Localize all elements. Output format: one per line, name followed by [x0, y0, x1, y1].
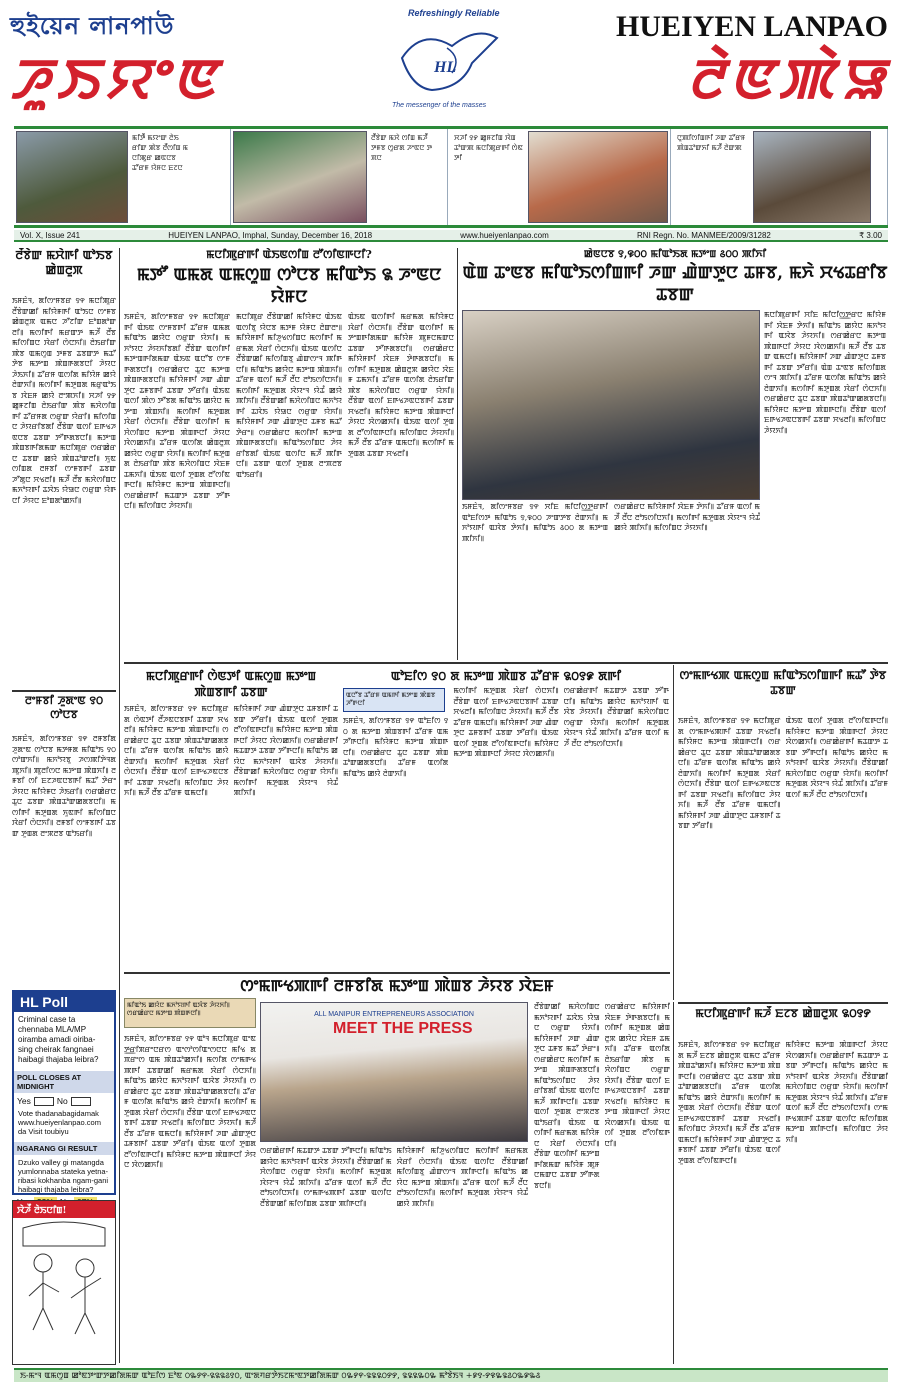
photo-banner-top: ALL MANIPUR ENTREPRENEURS ASSOCIATION: [314, 1011, 474, 1018]
divider: [124, 972, 670, 974]
divider: [124, 662, 888, 664]
story-body: ꯏꯝꯐꯥꯜ, ꯗꯤꯁꯦꯝꯕꯔ ꯱꯵ ꯂꯝꯕꯤꯗ ꯍꯨꯗꯦꯟ ꯁꯣꯅꯕ ꯃꯇꯝꯗ ꯃꯤꯑꯣꯏ ꯱꯰ ꯁꯣꯛꯈꯤ꯫ ꯃꯈꯣꯌꯕꯨ ꯍꯁꯄꯤꯇꯥꯜꯗ ꯄꯨꯈꯤ꯫ ꯄꯨꯂꯤꯁꯅ ꯃꯇꯦꯡ ꯄꯥꯡꯈꯤ꯫ ꯂꯝꯕꯤ ꯁꯤ ꯐꯖꯍꯟꯅꯕꯒꯤ ꯃꯊꯧ ꯇꯥꯔꯦ ꯍꯥꯌꯅ ꯃꯤꯌꯥꯝꯅ ꯍꯥꯏꯔꯤ꯫ ꯁꯔꯀꯥꯔꯅ ꯊꯨꯅ ꯊꯕꯛ ꯄꯥꯡꯊꯣꯛꯀꯗꯕꯅꯤ꯫ ꯃꯁꯤꯒꯤ ꯃꯇꯨꯡꯗ ꯈꯨꯟꯒꯤ ꯃꯤꯁꯤꯡꯅ ꯋꯥꯔꯤ ꯁꯥꯅꯈꯤ꯫ ꯂꯝꯕꯤ ꯁꯦꯝꯕꯒꯤ ꯊꯕꯛ ꯇꯨꯡꯗ ꯂꯦꯞꯂꯕ ꯑꯣꯏꯔꯤ꯫: [12, 734, 116, 838]
teaser-4[interactable]: [671, 129, 888, 225]
story-kicker: ꯀꯥꯟꯅꯕ ꯱,꯶꯰꯰ ꯃꯤꯑꯣꯏꯗ ꯃꯇꯦꯡ ꯴꯰꯰ ꯄꯤꯈꯤ: [583, 249, 767, 260]
masthead-bengali-title: হুইয়েন লানপাউ: [10, 12, 175, 40]
story-body-col: ꯏꯝꯐꯥꯜ, ꯗꯤꯁꯦꯝꯕꯔ ꯱꯵ ꯃꯅꯤꯄꯨꯔꯗ ꯁꯥꯟꯇꯤ ꯂꯩꯍꯟꯅꯕꯒꯤ ꯊꯕꯛ ꯆꯠꯂꯤ꯫ ꯃꯤꯌꯥꯝꯅ ꯃꯇꯦꯡ ꯄꯥꯡꯒꯅꯤ꯫ ꯁꯔꯀꯥꯔꯅ ꯊꯨꯅ ꯊꯕꯛ ꯄꯥꯡꯊꯣꯛꯀꯗꯕꯅꯤ꯫ ꯊꯧꯔꯝ ꯑꯁꯤꯗ ꯃꯤꯑꯣꯏ ꯀꯌꯥ ꯂꯥꯛꯈꯤ꯫ ꯃꯁꯤꯒꯤ ꯃꯇꯨꯡꯗ ꯋꯥꯔꯤ ꯁꯥꯅꯈꯤ꯫ ꯂꯩꯕꯥꯛ ꯑꯁꯤ ꯐꯒꯠꯍꯟꯅꯕꯒꯤ ꯊꯕꯛ ꯆꯠꯂꯤ꯫ ꯃꯤꯁꯤꯡꯅ ꯍꯥꯌꯈꯤ꯫ ꯃꯍꯩ ꯂꯩꯕ ꯊꯧꯔꯝ ꯑꯃꯅꯤ꯫: [124, 704, 229, 797]
poll-result-question: Dzuko valley gi matangda yumlonnaba stateka yetna-ribasi kokhanba ngam-gani haibagi thajaba leibra?: [18, 1158, 109, 1194]
poll-yes-box[interactable]: [34, 1097, 54, 1106]
story-body-col: ꯏꯝꯐꯥꯜ, ꯗꯤꯁꯦꯝꯕꯔ ꯱꯵ ꯃꯅꯤꯄꯨꯔꯗ ꯁꯦꯃꯒꯠꯄꯒꯤ ꯊꯕꯛ ꯆꯠꯂꯤ꯫ ꯃꯤꯌꯥꯝꯅ ꯃꯇꯦꯡ ꯄꯥꯡꯒꯅꯤ꯫ ꯁꯔꯀꯥꯔꯅ ꯊꯨꯅ ꯊꯕꯛ ꯄꯥꯡꯊꯣꯛꯀꯗꯕꯅꯤ꯫ ꯊꯧꯔꯝ ꯑꯁꯤꯗ ꯃꯤꯑꯣꯏ ꯀꯌꯥ ꯂꯥꯛꯈꯤ꯫ ꯃꯁꯤꯒꯤ ꯃꯇꯨꯡꯗ ꯋꯥꯔꯤ ꯁꯥꯅꯈꯤ꯫ ꯂꯩꯕꯥꯛ ꯑꯁꯤ ꯐꯒꯠꯍꯟꯅꯕꯒꯤ ꯊꯕꯛ ꯆꯠꯂꯤ꯫ ꯃꯤꯁꯤꯡꯅ ꯍꯥꯌꯈꯤ꯫ ꯃꯍꯩ ꯂꯩꯕ ꯊꯧꯔꯝ ꯑꯃꯅꯤ꯫ ꯃꯤꯌꯥꯝꯒꯤ ꯍꯛ ꯉꯥꯛꯇꯨꯅ ꯊꯝꯕꯒꯤ ꯊꯕꯛ ꯇꯧꯔꯤ꯫: [678, 716, 781, 830]
story-body-col: ꯁꯔꯀꯥꯔꯅ ꯃꯤꯌꯥꯝꯒꯤ ꯋꯥꯐꯝ ꯇꯥꯒꯗꯕꯅꯤ꯫ ꯃꯁꯤꯒꯤ ꯃꯇꯨꯡꯗ ꯀꯥꯡꯂꯨꯞ ꯀꯌꯥꯅ ꯋꯥꯐꯝ ꯊꯃꯈꯤ꯫ ꯊꯧꯔꯝ ꯑꯁꯤꯗ ꯂꯥꯏꯔꯤꯛ ꯄꯥꯕ ꯃꯆꯥꯁꯤꯡꯅ ꯁꯔꯨꯛ ꯌꯥꯈꯤ꯫ ꯂꯩꯕꯥꯛ ꯑꯁꯤ ꯐꯒꯠꯍꯟꯅꯕꯒꯤ ꯊꯕꯛ ꯆꯠꯂꯤ꯫ ꯃꯤꯌꯥꯝꯅ ꯃꯇꯦꯡ ꯄꯥꯡꯒꯅꯤ ꯍꯥꯌꯅ ꯋꯥꯁꯀꯈꯤ꯫ ꯑꯥꯏꯟ ꯑꯁꯤ ꯇꯨꯡꯗ ꯂꯧꯁꯤꯟꯒꯅꯤ꯫: [604, 1002, 670, 1148]
left-column-story-1: [12, 248, 116, 688]
story-body-col: ꯏꯝꯐꯥꯜ, ꯗꯤꯁꯦꯝꯕꯔ ꯱꯵ ꯃꯅꯤꯄꯨꯔꯗ ꯃꯍꯩ ꯐꯖꯕ ꯀꯥꯡꯂꯨꯞ ꯑꯃꯅ ꯊꯧꯔꯝ ꯄꯥꯡꯊꯣꯀꯈꯤ꯫ ꯃꯤꯌꯥꯝꯅ ꯃꯇꯦꯡ ꯄꯥꯡꯒꯅꯤ꯫ ꯁꯔꯀꯥꯔꯅ ꯊꯨꯅ ꯊꯕꯛ ꯄꯥꯡꯊꯣꯛꯀꯗꯕꯅꯤ꯫ ꯊꯧꯔꯝ ꯑꯁꯤꯗ ꯃꯤꯑꯣꯏ ꯀꯌꯥ ꯂꯥꯛꯈꯤ꯫ ꯃꯁꯤꯒꯤ ꯃꯇꯨꯡꯗ ꯋꯥꯔꯤ ꯁꯥꯅꯈꯤ꯫ ꯂꯩꯕꯥꯛ ꯑꯁꯤ ꯐꯒꯠꯍꯟꯅꯕꯒꯤ ꯊꯕꯛ ꯆꯠꯂꯤ꯫ ꯃꯤꯁꯤꯡꯅ ꯍꯥꯌꯈꯤ꯫ ꯃꯍꯩ ꯂꯩꯕ ꯊꯧꯔꯝ ꯑꯃꯅꯤ꯫ ꯃꯤꯌꯥꯝꯒꯤ ꯍꯛ ꯉꯥꯛꯇꯨꯅ ꯊꯝꯕꯒꯤ ꯊꯕꯛ ꯇꯧꯔꯤ꯫ ꯑꯥꯏꯟ ꯑꯁꯤ ꯇꯨꯡꯗ ꯂꯧꯁꯤꯟꯒꯅꯤ꯫: [678, 1040, 781, 1165]
dove-letters: HL: [434, 59, 457, 76]
story-headline: ꯃꯅꯤꯄꯨꯔꯒꯤ ꯁꯥꯟꯇꯤ ꯑꯃꯁꯨꯡ ꯃꯇꯦꯡ ꯄꯥꯡꯕꯒꯤ ꯊꯕꯛ: [145, 669, 317, 699]
teaser-1[interactable]: [14, 129, 231, 225]
story-body: ꯏꯝꯐꯥꯜ, ꯗꯤꯁꯦꯝꯕꯔ ꯱꯵ ꯃꯅꯤꯄꯨꯔ ꯂꯩꯕꯥꯛꯀꯤ ꯃꯤꯌꯥꯝꯒꯤ ꯑꯣꯏꯅ ꯁꯦꯝꯕ ꯀꯥꯡꯂꯨꯞ ꯑꯃꯅ ꯍꯧꯖꯤꯛ ꯐꯣꯡꯗꯣꯛꯂꯤ꯫ ꯃꯁꯤꯒꯤ ꯃꯔꯛꯇ ꯃꯍꯩ ꯂꯩꯕ ꯃꯤꯁꯤꯡꯅ ꯋꯥꯔꯤ ꯁꯥꯅꯈꯤ꯫ ꯂꯥꯏꯔꯤꯛ ꯄꯥꯕ ꯑꯃꯁꯨꯡ ꯇꯝꯕ ꯊꯕꯛꯇ ꯃꯊꯧ ꯇꯥꯕ ꯃꯇꯦꯡ ꯄꯥꯡꯒꯗꯕꯅꯤ ꯍꯥꯌꯅ ꯍꯥꯏꯈꯤ꯫ ꯊꯧꯔꯝ ꯑꯁꯤꯗ ꯃꯤꯌꯥꯝ ꯀꯌꯥ ꯂꯥꯛꯈꯤ꯫ ꯃꯁꯤꯒꯤ ꯃꯇꯨꯡꯗ ꯃꯔꯨꯑꯣꯏꯕ ꯋꯥꯐꯝ ꯀꯌꯥ ꯂꯦꯄꯈꯤ꯫ ꯆꯍꯤ ꯱꯸ ꯀꯨꯝꯖꯤꯡ ꯂꯥꯏꯔꯤꯛ ꯄꯥꯕ ꯃꯆꯥꯁꯤꯡꯒꯤ ꯊꯧꯔꯝꯗ ꯁꯔꯨꯛ ꯌꯥꯔꯤ꯫ ꯃꯤꯁꯤꯡꯅ ꯍꯥꯌꯔꯤꯕꯗꯤ ꯂꯩꯕꯥꯛ ꯑꯁꯤ ꯐꯒꯠꯍꯟꯅꯕ ꯊꯕꯛ ꯇꯧꯒꯗꯕꯅꯤ꯫ ꯃꯇꯦꯡ ꯄꯥꯡꯕꯒꯤꯗꯃꯛ ꯃꯅꯤꯄꯨꯔ ꯁꯔꯀꯥꯔꯅ ꯊꯕꯛ ꯀꯌꯥ ꯄꯥꯡꯊꯣꯛꯂꯤ꯫ ꯈꯨꯟꯁꯤꯡꯗ ꯂꯝꯕꯤ ꯁꯦꯝꯕꯒꯤ ꯊꯕꯛ ꯍꯧꯗꯨꯅ ꯆꯠꯂꯤ꯫ ꯃꯍꯩ ꯂꯩꯕ ꯃꯆꯥꯁꯤꯡꯅ ꯃꯈꯣꯌꯒꯤ ꯊꯋꯥꯏ ꯌꯥꯎꯅ ꯁꯔꯨꯛ ꯌꯥꯒꯅꯤ ꯍꯥꯌꯅ ꯐꯣꯡꯗꯣꯀꯈꯤ꯫: [12, 296, 116, 505]
story-body-col: ꯁꯔꯀꯥꯔꯒꯤ ꯃꯊꯛꯇ ꯊꯕꯛ ꯇꯧꯒꯅꯤ꯫ ꯃꯤꯑꯣꯏ ꯀꯌꯥꯅ ꯃꯈꯣꯌꯒꯤ ꯑꯋꯥꯕ ꯍꯥꯌꯈꯤ꯫ ꯂꯩꯕꯥꯛꯀꯤ ꯃꯆꯥꯁꯤꯡꯅ ꯁꯔꯨꯛ ꯌꯥꯈꯤ꯫ ꯃꯁꯤꯒꯤ ꯃꯇꯨꯡꯗ ꯋꯥꯌꯦꯜ ꯌꯥꯊꯪ ꯄꯤꯈꯤ꯫ ꯊꯧꯔꯝ ꯑꯁꯤ ꯃꯍꯩ ꯂꯩꯅ ꯂꯣꯏꯁꯤꯅꯈꯤ꯫: [563, 686, 669, 748]
story-headline: ꯑꯣꯐꯤꯁ ꯱꯰ ꯗ ꯃꯇꯦꯡ ꯄꯥꯡꯕ ꯊꯧꯔꯝ ꯲꯰꯱꯹ ꯗꯒꯤ: [390, 669, 622, 683]
story-columns: [124, 312, 454, 652]
column-rule: [673, 1002, 674, 1364]
footer-contact-bar: ꯏ-ꯃꯦꯜ ꯑꯃꯁꯨꯡ ꯀꯣꯟꯇꯦꯛꯇꯀꯤꯗꯃꯛ ꯑꯣꯐꯤꯁ ꯐꯣꯟ ꯰꯳꯸꯵-꯲꯲꯲꯴꯱꯰, ꯑꯦꯗꯚꯔꯇꯥꯏꯖꯃꯦꯟꯇꯀꯤꯗꯃꯛ ꯰꯳꯸꯵-꯲꯲꯲꯰꯸꯸, ꯲꯲꯲꯳꯰꯳ ꯃꯣꯕꯥꯏꯜ +꯹꯱-꯸꯶꯳꯲꯴꯰꯳꯹꯳꯴: [14, 1368, 888, 1382]
masthead-logo-left: ꯍꯨꯏꯌꯦꯟ: [10, 46, 222, 112]
story-columns: [534, 1002, 670, 1356]
story-body-col: ꯃꯤꯌꯥꯝꯒꯤ ꯍꯛ ꯉꯥꯛꯇꯨꯅ ꯊꯝꯕꯒꯤ ꯊꯕꯛ ꯇꯧꯔꯤ꯫ ꯑꯥꯏꯟ ꯑꯁꯤ ꯇꯨꯡꯗ ꯂꯧꯁꯤꯟꯒꯅꯤ꯫ ꯃꯤꯌꯥꯝꯅ ꯃꯇꯦꯡ ꯄꯥꯡꯒꯅꯤ ꯍꯥꯌꯅ ꯋꯥꯁꯀꯈꯤ꯫ ꯁꯔꯀꯥꯔꯒꯤ ꯃꯊꯛꯇ ꯊꯕꯛ ꯇꯧꯒꯅꯤ꯫ ꯃꯤꯑꯣꯏ ꯀꯌꯥꯅ ꯃꯈꯣꯌꯒꯤ ꯑꯋꯥꯕ ꯍꯥꯌꯈꯤ꯫ ꯂꯩꯕꯥꯛꯀꯤ ꯃꯆꯥꯁꯤꯡꯅ ꯁꯔꯨꯛ ꯌꯥꯈꯤ꯫ ꯃꯁꯤꯒꯤ ꯃꯇꯨꯡꯗ ꯋꯥꯌꯦꯜ ꯌꯥꯊꯪ ꯄꯤꯈꯤ꯫: [233, 704, 338, 797]
story-columns: [124, 704, 338, 954]
info-bar: [14, 230, 888, 242]
story-headline: ꯃꯇꯧ ꯑꯃꯗ ꯑꯃꯁꯨꯡ ꯁꯣꯅꯕ ꯃꯤꯑꯣꯏ ꯲ ꯍꯦꯟꯅ ꯌꯥꯝꯅ: [136, 265, 442, 307]
highlight-box: ꯑꯅꯧꯕ ꯊꯧꯔꯝ ꯑꯃꯒꯤ ꯃꯇꯦꯡ ꯄꯥꯡꯕ ꯍꯧꯒꯅꯤ: [343, 688, 445, 712]
poll-title: HL Poll: [14, 992, 114, 1012]
story-headline: ꯂꯦꯝꯕꯤ ꯍꯨꯗꯦꯟ ꯱꯰ ꯁꯣꯅꯕ: [24, 694, 104, 721]
teaser-3[interactable]: [448, 129, 671, 225]
story-columns: [124, 1034, 256, 1356]
highlight-box: ꯃꯤꯑꯣꯏ ꯀꯌꯥꯅ ꯃꯈꯣꯌꯒꯤ ꯑꯋꯥꯕ ꯍꯥꯌꯈꯤ꯫ ꯁꯔꯀꯥꯔꯅ ꯃꯇꯦꯡ ꯄꯥꯡꯒꯅꯤ꯫: [124, 998, 256, 1028]
story-row2-c: [678, 668, 888, 998]
dateline: HUEIYEN LANPAO, Imphal, Sunday, December 16, 2018: [168, 231, 373, 240]
poll-vote-text[interactable]: Vote thadanabagidamak www.hueiyenlanpao.com da Visit toubiyu: [18, 1109, 101, 1136]
teaser-photo: [753, 131, 871, 223]
issue-number: Vol. X, Issue 241: [20, 231, 81, 240]
top-teaser-strip: [14, 126, 888, 228]
poll-result-heading: NGARANG GI RESULT: [14, 1142, 114, 1155]
hl-poll-box: [12, 990, 116, 1195]
story-body-col: ꯏꯝꯐꯥꯜ, ꯗꯤꯁꯦꯝꯕꯔ ꯱꯵ ꯆꯤꯐ ꯃꯤꯅꯤꯁ꯭ꯇꯔꯒꯤ ꯑꯣꯐꯤꯁꯇ ꯃꯤꯑꯣꯏ ꯱,꯶꯰꯰ ꯍꯦꯛꯇꯕ ꯂꯥꯛꯈꯤ꯫ ꯃꯈꯣꯌꯒꯤ ꯑꯋꯥꯕ ꯇꯥꯈꯤ꯫ ꯃꯤꯑꯣꯏ ꯴꯰꯰ ꯗ ꯃꯇꯦꯡ ꯄꯤꯈꯤ꯫: [462, 502, 608, 543]
story-meet-the-press: [124, 976, 670, 1364]
teaser-text: ꯅꯨꯄꯤꯁꯤꯡꯒꯤ ꯍꯛ ꯊꯧꯔꯝ ꯄꯥꯡꯊꯣꯛꯈꯤ ꯃꯍꯩ ꯂꯥꯛꯄ: [677, 134, 746, 152]
teaser-2[interactable]: [231, 129, 448, 225]
poll-closes: POLL CLOSES AT MIDNIGHT: [14, 1071, 114, 1093]
teaser-photo: [16, 131, 128, 223]
story-row2-a: [124, 668, 338, 968]
story-body-col: ꯃꯤꯌꯥꯝꯅ ꯃꯇꯦꯡ ꯄꯥꯡꯒꯅꯤ ꯍꯥꯌꯅ ꯋꯥꯁꯀꯈꯤ꯫ ꯁꯔꯀꯥꯔꯒꯤ ꯃꯊꯛꯇ ꯊꯕꯛ ꯇꯧꯒꯅꯤ꯫ ꯃꯤꯑꯣꯏ ꯀꯌꯥꯅ ꯃꯈꯣꯌꯒꯤ ꯑꯋꯥꯕ ꯍꯥꯌꯈꯤ꯫ ꯂꯩꯕꯥꯛꯀꯤ ꯃꯆꯥꯁꯤꯡꯅ ꯁꯔꯨꯛ ꯌꯥꯈꯤ꯫ ꯃꯁꯤꯒꯤ ꯃꯇꯨꯡꯗ ꯋꯥꯌꯦꯜ ꯌꯥꯊꯪ ꯄꯤꯈꯤ꯫ ꯊꯧꯔꯝ ꯑꯁꯤ ꯃꯍꯩ ꯂꯩꯅ ꯂꯣꯏꯁꯤꯅꯈꯤ꯫ ꯁꯦꯃꯒꯠꯄꯒꯤ ꯊꯕꯛ ꯑꯁꯤꯅ ꯃꯤꯁꯤꯡꯗ ꯃꯇꯦꯡ ꯄꯤꯒꯅꯤ꯫ ꯃꯤꯁꯤꯡꯅ ꯍꯥꯌꯈꯤ꯫: [785, 1040, 888, 1144]
teaser-photo: [528, 131, 668, 223]
lead-story-left: [124, 248, 454, 658]
column-rule: [673, 665, 674, 1000]
poll-no-box[interactable]: [71, 1097, 91, 1106]
dove-logo-icon: [392, 18, 502, 104]
divider: [12, 690, 116, 692]
story-body-col: ꯃꯤꯌꯥꯝꯒꯤ ꯃꯤꯍꯨꯠꯁꯤꯡꯅ ꯃꯁꯤꯒꯤ ꯃꯔꯃꯗ ꯋꯥꯔꯤ ꯁꯥꯅꯈꯤ꯫ ꯑꯥꯏꯟ ꯑꯁꯤꯅ ꯂꯩꯕꯥꯛꯀꯤ ꯃꯤꯁꯤꯡꯕꯨ ꯉꯥꯛꯁꯦꯜ ꯄꯤꯒꯅꯤ꯫ ꯃꯤꯑꯣꯏ ꯀꯌꯥꯅ ꯃꯇꯦꯡ ꯄꯥꯡꯈꯤ꯫ ꯊꯧꯔꯝ ꯑꯁꯤ ꯃꯍꯩ ꯂꯩꯅ ꯂꯣꯏꯁꯤꯅꯈꯤ꯫ ꯃꯁꯤꯒꯤ ꯃꯇꯨꯡꯗ ꯋꯥꯌꯦꯜ ꯌꯥꯊꯪ ꯀꯌꯥ ꯄꯤꯈꯤ꯫: [396, 1146, 528, 1208]
story-body-col: ꯑꯥꯏꯟ ꯑꯁꯤ ꯇꯨꯡꯗ ꯂꯧꯁꯤꯟꯒꯅꯤ꯫ ꯃꯤꯌꯥꯝꯅ ꯃꯇꯦꯡ ꯄꯥꯡꯒꯅꯤ ꯍꯥꯌꯅ ꯋꯥꯁꯀꯈꯤ꯫ ꯁꯔꯀꯥꯔꯒꯤ ꯃꯊꯛꯇ ꯊꯕꯛ ꯇꯧꯒꯅꯤ꯫ ꯃꯤꯑꯣꯏ ꯀꯌꯥꯅ ꯃꯈꯣꯌꯒꯤ ꯑꯋꯥꯕ ꯍꯥꯌꯈꯤ꯫ ꯂꯩꯕꯥꯛꯀꯤ ꯃꯆꯥꯁꯤꯡꯅ ꯁꯔꯨꯛ ꯌꯥꯈꯤ꯫ ꯃꯁꯤꯒꯤ ꯃꯇꯨꯡꯗ ꯋꯥꯌꯦꯜ ꯌꯥꯊꯪ ꯄꯤꯈꯤ꯫ ꯊꯧꯔꯝ ꯑꯁꯤ ꯃꯍꯩ ꯂꯩꯅ ꯂꯣꯏꯁꯤꯅꯈꯤ꯫: [785, 716, 888, 799]
story-kicker: ꯃꯅꯤꯄꯨꯔꯒꯤ ꯑꯥꯏꯟꯁꯤꯡ ꯂꯧꯁꯤꯟꯒꯅꯤ?: [206, 248, 372, 261]
cm-meeting-photo: [462, 310, 760, 500]
left-column-story-2: [12, 694, 116, 984]
story-columns: [260, 1146, 528, 1356]
teaser-text: ꯃꯤꯇꯩ ꯃꯌꯦꯛ ꯂꯥꯏꯔꯤꯛ ꯄꯥꯕ ꯂꯩꯁꯤꯡ ꯃꯅꯤꯄꯨꯔ ꯀꯟꯅꯕ ꯊꯧꯔꯝ ꯌꯥꯝꯅ ꯐꯖꯅ: [132, 134, 189, 172]
poll-no-label: No: [56, 1096, 68, 1106]
story-body-col: ꯃꯅꯤꯄꯨꯔꯒꯤ ꯆꯤꯐ ꯃꯤꯅꯤꯁ꯭ꯇꯔꯅ ꯃꯤꯌꯥꯝꯒꯤ ꯋꯥꯐꯝ ꯇꯥꯈꯤ꯫ ꯃꯤꯑꯣꯏ ꯀꯌꯥꯅ ꯃꯈꯣꯌꯒꯤ ꯑꯋꯥꯕ ꯍꯥꯌꯈꯤ꯫ ꯁꯔꯀꯥꯔꯅ ꯃꯇꯦꯡ ꯄꯥꯡꯒꯅꯤ ꯍꯥꯌꯅ ꯋꯥꯁꯀꯈꯤ꯫ ꯃꯍꯩ ꯂꯩꯕ ꯊꯕꯛ ꯑꯃꯅꯤ꯫ ꯃꯤꯌꯥꯝꯒꯤ ꯍꯛ ꯉꯥꯛꯇꯨꯅ ꯊꯝꯕꯒꯤ ꯊꯕꯛ ꯇꯧꯔꯤ꯫ ꯑꯥꯡ ꯊꯦꯟꯕ ꯃꯤꯁꯤꯡꯗ ꯁꯦꯜ ꯄꯤꯈꯤ꯫ ꯊꯧꯔꯝ ꯑꯁꯤꯗ ꯃꯤꯑꯣꯏ ꯀꯌꯥ ꯂꯥꯛꯈꯤ꯫ ꯃꯁꯤꯒꯤ ꯃꯇꯨꯡꯗ ꯋꯥꯔꯤ ꯁꯥꯅꯈꯤ꯫ ꯁꯔꯀꯥꯔꯅ ꯊꯨꯅ ꯊꯕꯛ ꯄꯥꯡꯊꯣꯛꯀꯗꯕꯅꯤ꯫ ꯃꯤꯌꯥꯝꯅ ꯃꯇꯦꯡ ꯄꯥꯡꯒꯅꯤ꯫ ꯂꯩꯕꯥꯛ ꯑꯁꯤ ꯐꯒꯠꯍꯟꯅꯕꯒꯤ ꯊꯕꯛ ꯆꯠꯂꯤ꯫ ꯃꯤꯁꯤꯡꯅ ꯍꯥꯌꯈꯤ꯫: [764, 310, 886, 435]
story-body-col: ꯁꯔꯀꯥꯔꯅ ꯃꯤꯌꯥꯝꯒꯤ ꯋꯥꯐꯝ ꯇꯥꯈꯤ꯫ ꯊꯧꯔꯝ ꯑꯁꯤ ꯃꯍꯩ ꯂꯩꯅ ꯂꯣꯏꯁꯤꯅꯈꯤ꯫ ꯃꯁꯤꯒꯤ ꯃꯇꯨꯡꯗ ꯋꯥꯌꯦꯜ ꯌꯥꯊꯪ ꯀꯌꯥ ꯄꯤꯈꯤ꯫ ꯃꯤꯁꯤꯡꯅ ꯍꯥꯌꯈꯤ꯫: [614, 502, 760, 532]
tagline: Refreshingly Reliable: [408, 8, 500, 18]
divider: [678, 1002, 888, 1004]
story-body-col: ꯏꯝꯐꯥꯜ, ꯗꯤꯁꯦꯝꯕꯔ ꯱꯵ ꯃꯅꯤꯄꯨꯔꯒꯤ ꯑꯥꯏꯟ ꯁꯦꯝꯕꯒꯤ ꯊꯧꯔꯝ ꯑꯃꯗ ꯃꯤꯑꯣꯏ ꯀꯌꯥꯅ ꯁꯔꯨꯛ ꯌꯥꯈꯤ꯫ ꯃꯈꯣꯌꯅ ꯍꯥꯌꯈꯤꯕꯗꯤ ꯂꯩꯕꯥꯛ ꯑꯁꯤꯒꯤ ꯃꯇꯦꯡꯒꯤꯗꯃꯛ ꯑꯥꯏꯟ ꯑꯅꯧꯕ ꯁꯦꯝꯒꯗꯕꯅꯤ꯫ ꯁꯔꯀꯥꯔꯅ ꯊꯨꯅ ꯃꯇꯦꯡ ꯄꯥꯡꯒꯗꯕꯅꯤ꯫ ꯃꯤꯌꯥꯝꯒꯤ ꯍꯛ ꯉꯥꯛꯇꯨꯅ ꯊꯝꯕꯒꯤ ꯊꯕꯛ ꯇꯧꯔꯤ꯫ ꯑꯥꯏꯟ ꯑꯁꯤ ꯄꯥꯁ ꯇꯧꯕꯗ ꯃꯤꯑꯣꯏ ꯀꯌꯥꯅ ꯃꯇꯦꯡ ꯄꯥꯡꯈꯤ꯫ ꯃꯁꯤꯒꯤ ꯃꯇꯨꯡꯗ ꯋꯥꯔꯤ ꯁꯥꯅꯈꯤ꯫ ꯂꯩꯕꯥꯛ ꯑꯁꯤꯒꯤ ꯃꯆꯥꯁꯤꯡꯅ ꯃꯇꯦꯡ ꯄꯥꯡꯒꯅꯤ ꯍꯥꯌꯅ ꯋꯥꯁꯀꯈꯤ꯫ ꯊꯧꯔꯝ ꯑꯁꯤꯗ ꯀꯥꯡꯂꯨꯞ ꯀꯌꯥꯅ ꯁꯔꯨꯛ ꯌꯥꯈꯤ꯫ ꯃꯁꯤꯒꯤ ꯃꯇꯨꯡꯗ ꯂꯥꯏꯔꯤꯛ ꯄꯥꯕ ꯃꯆꯥꯁꯤꯡꯅ ꯋꯥꯐꯝ ꯊꯃꯈꯤ꯫ ꯑꯥꯏꯟ ꯑꯁꯤ ꯇꯨꯡꯗ ꯂꯧꯁꯤꯟꯒꯅꯤ꯫ ꯃꯤꯌꯥꯝꯅ ꯃꯇꯦꯡ ꯄꯥꯡꯒꯅꯤ꯫ ꯁꯔꯀꯥꯔꯒꯤ ꯃꯊꯛꯇ ꯊꯕꯛ ꯇꯧꯒꯅꯤ꯫ ꯃꯤꯁꯤꯡꯅ ꯍꯥꯌꯈꯤ꯫: [124, 312, 230, 510]
story-headline: ꯁꯦꯃꯒꯠꯄꯒꯤ ꯂꯝꯕꯤꯗ ꯃꯇꯦꯡ ꯄꯥꯡꯕ ꯍꯥꯌꯕ ꯋꯥꯐꯝ: [240, 976, 554, 995]
masthead-logo-right: ꯂꯥꯟꯄꯥꯎ: [686, 46, 890, 112]
masthead-english-title: HUEIYEN LANPAO: [616, 10, 888, 43]
rni-number: RNI Regn. No. MANMEE/2009/31282: [637, 231, 771, 240]
story-body-col: ꯃꯅꯤꯄꯨꯔ ꯂꯩꯕꯥꯛꯀꯤ ꯃꯤꯌꯥꯝꯅ ꯑꯥꯏꯟ ꯑꯁꯤꯕꯨ ꯌꯥꯅꯕ ꯃꯇꯝ ꯌꯥꯝꯅ ꯂꯥꯛꯂꯦ꯫ ꯃꯤꯌꯥꯝꯒꯤ ꯃꯤꯍꯨꯠꯁꯤꯡꯅ ꯃꯁꯤꯒꯤ ꯃꯔꯃꯗ ꯋꯥꯔꯤ ꯁꯥꯅꯈꯤ꯫ ꯑꯥꯏꯟ ꯑꯁꯤꯅ ꯂꯩꯕꯥꯛꯀꯤ ꯃꯤꯁꯤꯡꯕꯨ ꯉꯥꯛꯁꯦꯜ ꯄꯤꯒꯅꯤ꯫ ꯃꯤꯑꯣꯏ ꯀꯌꯥꯅ ꯃꯇꯦꯡ ꯄꯥꯡꯈꯤ꯫ ꯊꯧꯔꯝ ꯑꯁꯤ ꯃꯍꯩ ꯂꯩꯅ ꯂꯣꯏꯁꯤꯅꯈꯤ꯫ ꯃꯁꯤꯒꯤ ꯃꯇꯨꯡꯗ ꯋꯥꯌꯦꯜ ꯌꯥꯊꯪ ꯀꯌꯥ ꯄꯤꯈꯤ꯫ ꯂꯩꯕꯥꯛꯀꯤ ꯃꯆꯥꯁꯤꯡꯅ ꯃꯈꯣꯌꯒꯤ ꯊꯋꯥꯏ ꯌꯥꯎꯅ ꯁꯔꯨꯛ ꯌꯥꯈꯤ꯫ ꯃꯤꯌꯥꯝꯒꯤ ꯍꯛ ꯉꯥꯛꯇꯨꯅ ꯊꯝꯕ ꯃꯊꯧ ꯇꯥꯔꯦ꯫ ꯁꯔꯀꯥꯔꯅ ꯃꯁꯤꯒꯤ ꯃꯇꯦꯡ ꯄꯥꯡꯒꯗꯕꯅꯤ꯫ ꯃꯤꯑꯣꯏꯁꯤꯡꯅ ꯍꯥꯌꯔꯤꯕꯗꯤ ꯑꯥꯏꯟ ꯑꯁꯤꯅ ꯃꯍꯩ ꯄꯤꯒꯅꯤ꯫ ꯊꯕꯛ ꯑꯁꯤ ꯇꯨꯡꯗ ꯂꯦꯞꯂꯕ ꯑꯣꯏꯔꯤ꯫: [236, 312, 342, 479]
teaser-text: ꯂꯩꯕꯥꯛ ꯃꯆꯥ ꯁꯤꯡ ꯃꯍꯩ ꯇꯝꯕ ꯁꯨꯔꯗ ꯍꯦꯟꯅ ꯇꯞꯅ: [371, 134, 432, 162]
website-link[interactable]: www.hueiyenlanpao.com: [460, 231, 549, 240]
story-columns: [678, 716, 888, 991]
story-body-col: ꯃꯁꯤꯒꯤ ꯃꯇꯨꯡꯗ ꯋꯥꯔꯤ ꯁꯥꯅꯈꯤ꯫ ꯂꯩꯕꯥꯛ ꯑꯁꯤ ꯐꯒꯠꯍꯟꯅꯕꯒꯤ ꯊꯕꯛ ꯆꯠꯂꯤ꯫ ꯃꯤꯁꯤꯡꯅ ꯍꯥꯌꯈꯤ꯫ ꯃꯍꯩ ꯂꯩꯕ ꯊꯧꯔꯝ ꯑꯃꯅꯤ꯫ ꯃꯤꯌꯥꯝꯒꯤ ꯍꯛ ꯉꯥꯛꯇꯨꯅ ꯊꯝꯕꯒꯤ ꯊꯕꯛ ꯇꯧꯔꯤ꯫ ꯑꯥꯏꯟ ꯑꯁꯤ ꯇꯨꯡꯗ ꯂꯧꯁꯤꯟꯒꯅꯤ꯫ ꯃꯤꯌꯥꯝꯅ ꯃꯇꯦꯡ ꯄꯥꯡꯒꯅꯤ ꯍꯥꯌꯅ ꯋꯥꯁꯀꯈꯤ꯫: [453, 686, 559, 758]
story-headline: ꯁꯦꯃꯒꯠꯄ ꯑꯃꯁꯨꯡ ꯃꯤꯑꯣꯏꯁꯤꯡꯒꯤ ꯃꯊꯧ ꯇꯥꯕ ꯊꯕꯛ: [679, 668, 887, 697]
story-body-col: ꯏꯝꯐꯥꯜ, ꯗꯤꯁꯦꯝꯕꯔ ꯱꯵ ꯑꯣꯐꯤꯁ ꯱꯰ ꯗ ꯃꯇꯦꯡ ꯄꯥꯡꯕꯒꯤ ꯊꯧꯔꯝ ꯑꯃ ꯍꯧꯒꯅꯤ꯫ ꯃꯤꯌꯥꯝꯅ ꯃꯇꯦꯡ ꯄꯥꯡꯒꯅꯤ꯫ ꯁꯔꯀꯥꯔꯅ ꯊꯨꯅ ꯊꯕꯛ ꯄꯥꯡꯊꯣꯛꯀꯗꯕꯅꯤ꯫ ꯊꯧꯔꯝ ꯑꯁꯤꯗ ꯃꯤꯑꯣꯏ ꯀꯌꯥ ꯂꯥꯛꯈꯤ꯫: [343, 716, 449, 778]
teaser-text: ꯆꯍꯤ ꯱꯸ ꯀꯨꯝꯖꯤꯡ ꯋꯥꯡꯊꯣꯛꯄ ꯃꯅꯤꯄꯨꯔꯒꯤ ꯁꯥꯟꯇꯤ: [454, 134, 523, 162]
column-rule: [457, 248, 458, 660]
subtagline: The messenger of the masses: [392, 102, 487, 109]
lead-story-right: [462, 248, 888, 660]
story-columns: [343, 686, 669, 936]
cartoon-title: ꯋꯥꯍꯩ ꯂꯥꯏꯅꯤꯡ!: [13, 1201, 115, 1218]
story-headline: ꯂꯩꯕꯥꯛ ꯃꯆꯥꯒꯤ ꯑꯣꯏꯕ ꯀꯥꯡꯂꯨꯞ: [15, 248, 113, 277]
cartoon-box: [12, 1200, 116, 1365]
price: ₹ 3.00: [859, 231, 882, 240]
column-rule: [119, 248, 120, 1363]
story-columns: [678, 1040, 888, 1358]
story-right-lower: [678, 1006, 888, 1364]
poll-yes-label: Yes: [17, 1096, 31, 1106]
story-body-col: ꯁꯔꯀꯥꯔꯒꯤ ꯃꯊꯛꯇ ꯊꯕꯛ ꯇꯧꯒꯅꯤ꯫ ꯃꯤꯑꯣꯏ ꯀꯌꯥꯅ ꯃꯈꯣꯌꯒꯤ ꯑꯋꯥꯕ ꯍꯥꯌꯈꯤ꯫ ꯂꯩꯕꯥꯛꯀꯤ ꯃꯆꯥꯁꯤꯡꯅ ꯁꯔꯨꯛ ꯌꯥꯈꯤ꯫ ꯃꯁꯤꯒꯤ ꯃꯇꯨꯡꯗ ꯋꯥꯌꯦꯜ ꯌꯥꯊꯪ ꯄꯤꯈꯤ꯫ ꯊꯧꯔꯝ ꯑꯁꯤ ꯃꯍꯩ ꯂꯩꯅ ꯂꯣꯏꯁꯤꯅꯈꯤ꯫ ꯁꯦꯃꯒꯠꯄꯒꯤ ꯊꯕꯛ ꯑꯁꯤꯅ ꯂꯩꯕꯥꯛꯀꯤ ꯃꯤꯁꯤꯡꯗ ꯊꯕꯛ ꯄꯤꯒꯅꯤ꯫: [260, 1146, 392, 1208]
poll-options: [14, 1096, 114, 1106]
photo-banner: MEET THE PRESS: [333, 1020, 473, 1037]
story-body-col: ꯑꯥꯏꯟ ꯑꯁꯤꯒꯤ ꯃꯔꯃꯗ ꯃꯤꯌꯥꯝꯅ ꯋꯥꯔꯤ ꯁꯥꯅꯈꯤ꯫ ꯂꯩꯕꯥꯛ ꯑꯁꯤꯒꯤ ꯃꯇꯦꯡꯒꯤꯗꯃꯛ ꯃꯤꯌꯥꯝ ꯄꯨꯝꯅꯃꯛꯅ ꯊꯕꯛ ꯇꯧꯒꯗꯕꯅꯤ꯫ ꯁꯔꯀꯥꯔꯅ ꯃꯤꯌꯥꯝꯒꯤ ꯋꯥꯐꯝ ꯇꯥꯒꯗꯕꯅꯤ꯫ ꯃꯁꯤꯒꯤ ꯃꯇꯨꯡꯗ ꯀꯥꯡꯂꯨꯞ ꯀꯌꯥꯅ ꯋꯥꯐꯝ ꯊꯃꯈꯤ꯫ ꯊꯧꯔꯝ ꯑꯁꯤꯗ ꯂꯥꯏꯔꯤꯛ ꯄꯥꯕ ꯃꯆꯥꯁꯤꯡꯅ ꯁꯔꯨꯛ ꯌꯥꯈꯤ꯫ ꯂꯩꯕꯥꯛ ꯑꯁꯤ ꯐꯒꯠꯍꯟꯅꯕꯒꯤ ꯊꯕꯛ ꯆꯠꯂꯤ꯫ ꯃꯤꯌꯥꯝꯅ ꯃꯇꯦꯡ ꯄꯥꯡꯒꯅꯤ ꯍꯥꯌꯅ ꯋꯥꯁꯀꯈꯤ꯫ ꯑꯥꯏꯟ ꯑꯁꯤ ꯇꯨꯡꯗ ꯂꯧꯁꯤꯟꯒꯅꯤ꯫ ꯃꯤꯁꯤꯡꯅ ꯍꯥꯌꯈꯤ꯫ ꯃꯍꯩ ꯂꯩꯕ ꯊꯧꯔꯝ ꯑꯃꯅꯤ꯫ ꯃꯁꯤꯒꯤ ꯃꯇꯨꯡꯗ ꯊꯕꯛ ꯆꯠꯂꯤ꯫: [348, 312, 454, 458]
press-photo: [260, 1002, 528, 1142]
story-row2-b: [343, 668, 669, 968]
story-body-col: ꯏꯝꯐꯥꯜ, ꯗꯤꯁꯦꯝꯕꯔ ꯱꯵ ꯑꯣꯜ ꯃꯅꯤꯄꯨꯔ ꯑꯦꯟꯇ꯭ꯔꯤꯞꯔꯦꯅꯔꯁ ꯑꯦꯁꯣꯁꯤꯑꯦꯁꯅꯅ ꯃꯤꯠ ꯗ ꯞꯔꯦꯁ ꯑꯃ ꯄꯥꯡꯊꯣꯀꯈꯤ꯫ ꯃꯁꯤꯗ ꯁꯦꯃꯒꯠꯄꯒꯤ ꯊꯕꯛꯀꯤ ꯃꯔꯃꯗ ꯋꯥꯔꯤ ꯁꯥꯅꯈꯤ꯫ ꯃꯤꯑꯣꯏ ꯀꯌꯥꯅ ꯃꯈꯣꯌꯒꯤ ꯑꯋꯥꯕ ꯍꯥꯌꯈꯤ꯫ ꯁꯔꯀꯥꯔꯅ ꯊꯨꯅ ꯊꯕꯛ ꯄꯥꯡꯊꯣꯛꯀꯗꯕꯅꯤ꯫ ꯊꯧꯔꯝ ꯑꯁꯤꯗ ꯃꯤꯑꯣꯏ ꯀꯌꯥ ꯂꯥꯛꯈꯤ꯫ ꯃꯁꯤꯒꯤ ꯃꯇꯨꯡꯗ ꯋꯥꯔꯤ ꯁꯥꯅꯈꯤ꯫ ꯂꯩꯕꯥꯛ ꯑꯁꯤ ꯐꯒꯠꯍꯟꯅꯕꯒꯤ ꯊꯕꯛ ꯆꯠꯂꯤ꯫ ꯃꯤꯁꯤꯡꯅ ꯍꯥꯌꯈꯤ꯫ ꯃꯍꯩ ꯂꯩꯕ ꯊꯧꯔꯝ ꯑꯃꯅꯤ꯫ ꯃꯤꯌꯥꯝꯒꯤ ꯍꯛ ꯉꯥꯛꯇꯨꯅ ꯊꯝꯕꯒꯤ ꯊꯕꯛ ꯇꯧꯔꯤ꯫ ꯑꯥꯏꯟ ꯑꯁꯤ ꯇꯨꯡꯗ ꯂꯧꯁꯤꯟꯒꯅꯤ꯫ ꯃꯤꯌꯥꯝꯅ ꯃꯇꯦꯡ ꯄꯥꯡꯒꯅꯤ ꯍꯥꯌꯅ ꯋꯥꯁꯀꯈꯤ꯫: [124, 1034, 256, 1169]
story-body-col: ꯂꯩꯕꯥꯛꯀꯤ ꯃꯆꯥꯁꯤꯡꯅ ꯃꯈꯣꯌꯒꯤ ꯊꯋꯥꯏ ꯌꯥꯎꯅ ꯁꯔꯨꯛ ꯌꯥꯈꯤ꯫ ꯃꯤꯌꯥꯝꯒꯤ ꯍꯛ ꯉꯥꯛꯇꯨꯅ ꯊꯝꯕ ꯃꯊꯧ ꯇꯥꯔꯦ꯫ ꯁꯔꯀꯥꯔꯅ ꯃꯁꯤꯒꯤ ꯃꯇꯦꯡ ꯄꯥꯡꯒꯗꯕꯅꯤ꯫ ꯃꯤꯑꯣꯏꯁꯤꯡꯅ ꯍꯥꯌꯔꯤꯕꯗꯤ ꯑꯥꯏꯟ ꯑꯁꯤꯅ ꯃꯍꯩ ꯄꯤꯒꯅꯤ꯫ ꯊꯕꯛ ꯑꯁꯤ ꯇꯨꯡꯗ ꯂꯦꯞꯂꯕ ꯑꯣꯏꯔꯤ꯫ ꯑꯥꯏꯟ ꯑꯁꯤꯒꯤ ꯃꯔꯃꯗ ꯃꯤꯌꯥꯝꯅ ꯋꯥꯔꯤ ꯁꯥꯅꯈꯤ꯫ ꯂꯩꯕꯥꯛ ꯑꯁꯤꯒꯤ ꯃꯇꯦꯡꯒꯤꯗꯃꯛ ꯃꯤꯌꯥꯝ ꯄꯨꯝꯅꯃꯛꯅ ꯊꯕꯛ ꯇꯧꯒꯗꯕꯅꯤ꯫: [534, 1002, 600, 1190]
story-headline: ꯑꯥꯡ ꯊꯦꯟꯕ ꯃꯤꯑꯣꯏꯁꯤꯡꯒꯤ ꯍꯛ ꯉꯥꯛꯇꯨꯅ ꯊꯝꯕ, ꯃꯈꯥ ꯆꯠꯊꯔꯤꯕ ꯊꯕꯛ: [462, 263, 888, 305]
cartoon-drawing-icon: [13, 1218, 115, 1358]
teaser-photo: [233, 131, 367, 223]
story-columns: [462, 502, 760, 592]
poll-question: Criminal case ta chennaba MLA/MP oiramba amadi oiriba-sing cheirak fangnaei haibagi thajaba leibra?: [18, 1015, 99, 1064]
story-headline: ꯃꯅꯤꯄꯨꯔꯒꯤ ꯃꯍꯩ ꯐꯖꯕ ꯀꯥꯡꯂꯨꯞ ꯲꯰꯱꯸: [695, 1006, 871, 1020]
